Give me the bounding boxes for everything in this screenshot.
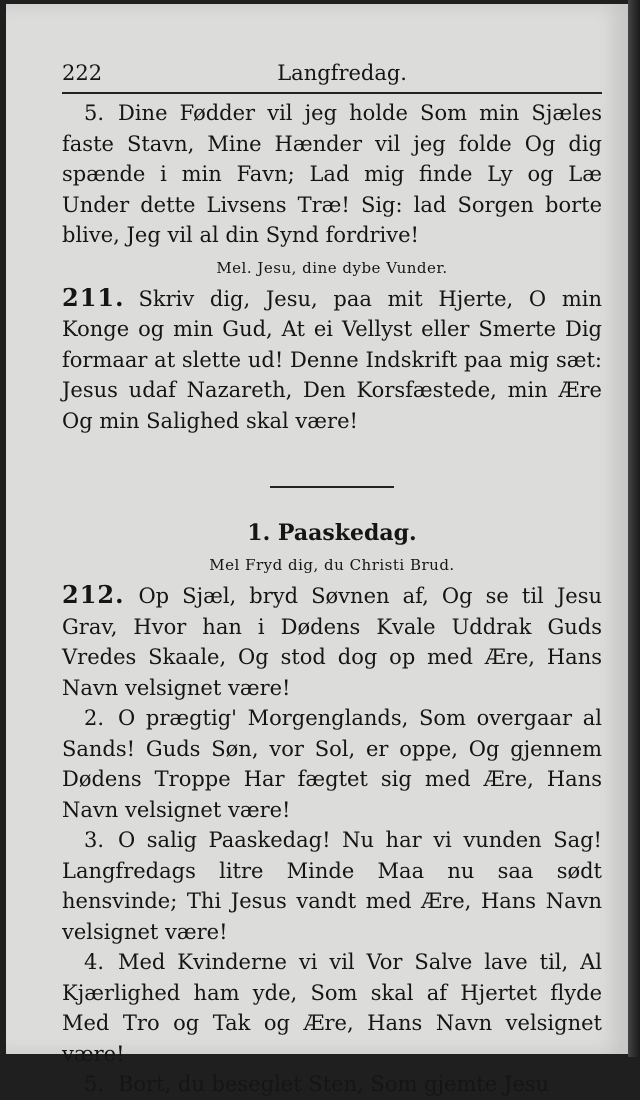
hymn-212-verse-4	[62, 947, 602, 1069]
hymn-210-verse-5	[62, 98, 602, 251]
book-edge	[628, 0, 640, 1057]
verse-text: Dine Fødder vil jeg holde Som min Sjæles faste Stavn, Mine Hænder vil jeg folde Og dig spænde i min Favn; Lad mig finde Ly og Læ Under dette Livsens Træ! Sig: lad Sorgen borte blive, Jeg vil al din Synd fordrive!	[62, 101, 602, 247]
hymn-212-verse-1	[62, 580, 602, 703]
header-rule	[62, 92, 602, 94]
book-page	[6, 4, 628, 1096]
page-number: 222	[62, 61, 103, 85]
hymn-211	[62, 283, 602, 437]
hymn-number: 211.	[62, 282, 125, 312]
running-title: Langfredag.	[277, 61, 407, 85]
verse-number: 5.	[83, 101, 104, 125]
section-divider	[270, 486, 394, 488]
verse-text: Bort, du beseglet Sten, Som gjemte Jesu	[118, 1072, 550, 1096]
verse-number: 5.	[83, 1072, 104, 1096]
hymn-212-melody: Mel Fryd dig, du Christi Brud.	[209, 556, 455, 574]
verse-number: 2.	[83, 706, 104, 730]
section-title: 1. Paaskedag.	[247, 520, 417, 546]
hymn-212-verse-3	[62, 825, 602, 947]
hymn-number: 212.	[62, 580, 125, 609]
verse-text: Med Kvinderne vi vil Vor Salve lave til, Al Kjærlighed ham yde, Som skal af Hjertet flyde Med Tro og Tak og Ære, Hans Navn velsignet være!	[62, 950, 602, 1066]
verse-number: 3.	[83, 828, 104, 852]
hymn-212-verse-5	[62, 1069, 602, 1100]
verse-text: Skriv dig, Jesu, paa mit Hjerte, O min Konge og min Gud, At ei Vellyst eller Smerte Dig formaar at slette ud! Denne Indskrift paa mig sæt: Jesus udaf Nazareth, Den Korsfæstede, min Ære Og min Salighed skal være!	[62, 286, 602, 433]
hymn-211-melody: Mel. Jesu, dine dybe Vunder.	[216, 258, 448, 277]
verse-text: Op Sjæl, bryd Søvnen af, Og se til Jesu Grav, Hvor han i Dødens Kvale Uddrak Guds Vredes Skaale, Og stod dog op med Ære, Hans Navn velsignet være!	[62, 584, 602, 700]
running-header	[62, 56, 602, 90]
verse-text: O prægtig' Morgenglands, Som overgaar al Sands! Guds Søn, vor Sol, er oppe, Og gjennem Dødens Troppe Har fægtet sig med Ære, Hans Navn velsignet være!	[62, 706, 602, 822]
verse-number: 4.	[83, 950, 104, 974]
hymn-212-verse-2	[62, 703, 602, 825]
page-content	[62, 56, 602, 1100]
verse-text: O salig Paaskedag! Nu har vi vunden Sag! Langfredags litre Minde Maa nu saa sødt hensvinde; Thi Jesus vandt med Ære, Hans Navn velsignet være!	[62, 828, 602, 944]
